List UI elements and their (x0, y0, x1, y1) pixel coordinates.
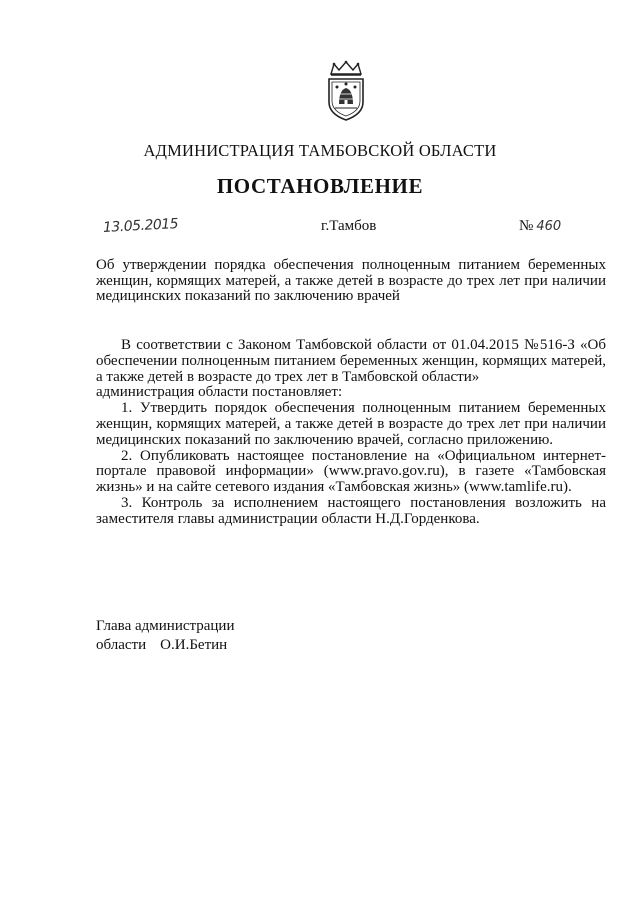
item-3-paragraph: 3. Контроль за исполнением настоящего постановления возложить на заместителя главы администрации области Н.Д.Горденкова. (96, 494, 606, 527)
document-body (96, 338, 606, 528)
document-type-title: ПОСТАНОВЛЕНИЕ (216, 174, 424, 198)
signatory-position: Глава администрации (96, 618, 235, 634)
preamble-resolution: администрация области постановляет: (96, 384, 343, 401)
item-1-paragraph: 1. Утвердить порядок обеспечения полноценным питанием беременных женщин, кормящих матерей, а также детей в возрасте до трех лет при наличии медицинских показаний по заключению врачей, согласно приложению. (96, 400, 606, 448)
document-subject: Об утверждении порядка обеспечения полноценным питанием беременных женщин, кормящих матерей, а также детей в возрасте до трех лет при наличии медицинских показаний по заключению врачей (96, 257, 606, 304)
signatory-name: О.И.Бетин (160, 637, 228, 653)
document-date: 13.05.2015 (102, 216, 179, 236)
signature-block (96, 617, 234, 655)
signatory-line (96, 636, 234, 655)
document-number (519, 218, 561, 235)
item-2-paragraph: 2. Опубликовать настоящее постановление на «Официальном интернет-портале правовой информации» (www.pravo.gov.ru), в газете «Тамбовская жизнь» и на сайте сетевого издания «Тамбовская жизнь» (www.tamlife.ru). (96, 447, 606, 496)
preamble-paragraph: В соответствии с Законом Тамбовской области от 01.04.2015 №516-З «Об обеспечении полноценным питанием беременных женщин, кормящих матерей, а также детей в возрасте до трех лет в Тамбовской области» (96, 337, 606, 385)
signatory-position-region: области (96, 637, 147, 653)
organization-title: АДМИНИСТРАЦИЯ ТАМБОВСКОЙ ОБЛАСТИ (143, 141, 497, 160)
document-number-value: 460 (536, 219, 562, 234)
tambov-coat-of-arms-icon (323, 60, 369, 122)
document-number-label: № (519, 218, 534, 234)
document-city: г.Тамбов (321, 218, 377, 234)
